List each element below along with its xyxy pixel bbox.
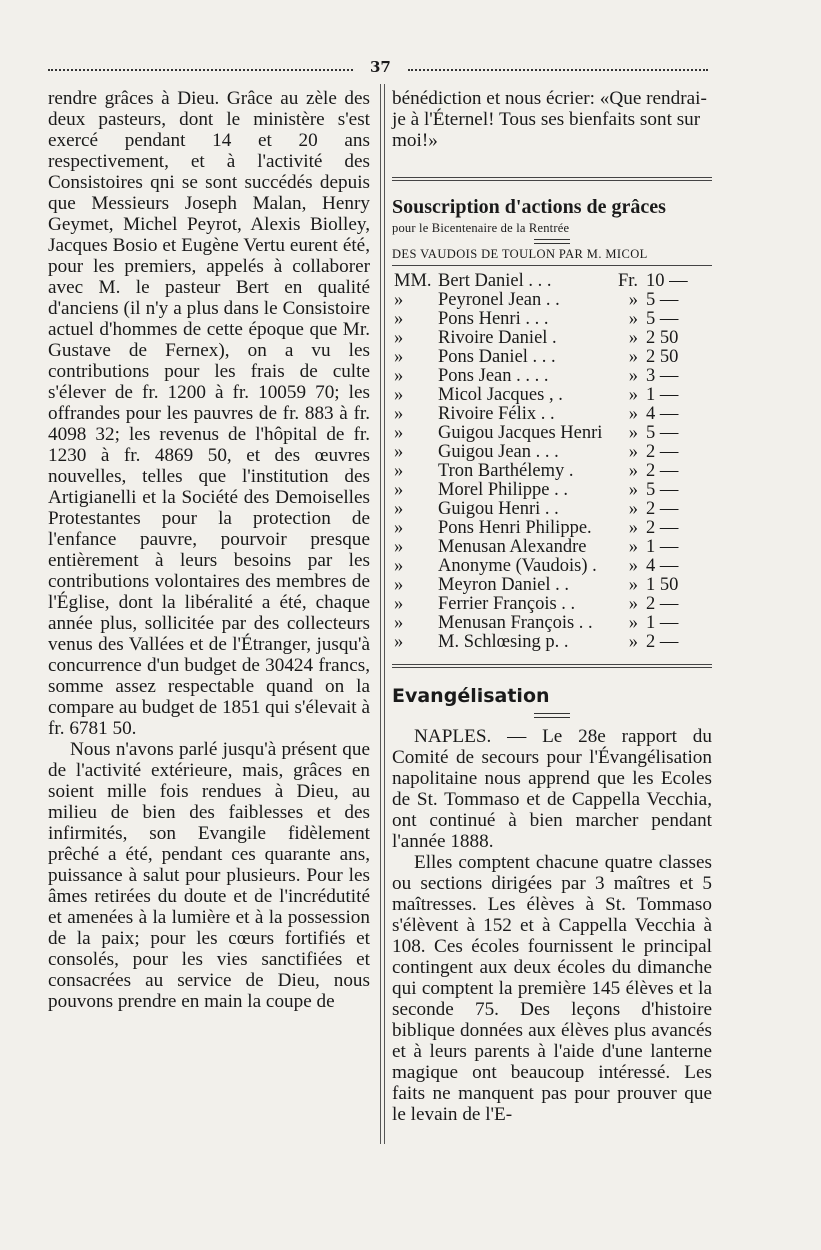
subscriber-name: Pons Jean . . . . <box>438 366 549 386</box>
row-amount: 10 — <box>646 271 688 291</box>
subscription-row <box>392 386 712 405</box>
subscriber-name: Meyron Daniel . . <box>438 575 570 595</box>
subscription-title: Souscription d'actions de grâces <box>392 196 666 218</box>
page-number: 37 <box>370 58 391 76</box>
row-currency: » <box>628 385 638 405</box>
row-amount: 1 — <box>646 613 679 633</box>
subscriber-name: Pons Henri Philippe. <box>438 518 592 538</box>
subscriber-name: Micol Jacques , . <box>438 385 563 405</box>
subscription-row <box>392 291 712 310</box>
header-rule-right <box>408 69 708 71</box>
subscriber-name: Menusan Alexandre <box>438 537 587 557</box>
row-prefix: » <box>394 423 404 443</box>
subscription-row <box>392 310 712 329</box>
subscription-row <box>392 538 712 557</box>
row-currency: » <box>628 575 638 595</box>
subscription-row <box>392 633 712 652</box>
continuation-text: bénédiction et nous écrier: «Que rendrai-je à l'Éternel! Tous ses bienfaits sont sur moi!» <box>392 88 707 151</box>
row-prefix: » <box>394 404 404 424</box>
row-currency: » <box>628 423 638 443</box>
subscriber-name: Rivoire Félix . . <box>438 404 555 424</box>
row-prefix: » <box>394 461 404 481</box>
row-amount: 2 — <box>646 442 679 462</box>
row-currency: » <box>628 613 638 633</box>
subscriber-name: Guigou Jacques Henri <box>438 423 603 443</box>
subscriber-name: Anonyme (Vaudois) . <box>438 556 597 576</box>
evangelisation-paragraph: NAPLES. — Le 28e rapport du Comité de secours pour l'Évangélisation napolitaine nous apprend que les Ecoles de St. Tommaso et de Cappella Vecchia, ont continué à bien marcher pendant l'année 1888. <box>392 726 712 852</box>
subscription-row <box>392 272 712 291</box>
subscriber-name: Rivoire Daniel . <box>438 328 557 348</box>
subscription-row <box>392 424 712 443</box>
subscriber-name: Guigou Jean . . . <box>438 442 559 462</box>
left-paragraph: Nous n'avons parlé jusqu'à présent que de l'activité extérieure, mais, grâces en soient mille fois rendues à Dieu, au milieu de bien des faiblesses et des infirmités, son Evangile fidèlement prêché a été, pendant ces quarante ans, puissance à salut pour plusieurs. Pour les âmes retirées du doute et de l'incrédutité et amenées à la lumière et à la possession de la paix; pour les cœurs fortifiés et consolés, pour les vies sanctifiées et consacrées au service de Dieu, nous pouvons prendre en main la coupe de <box>48 739 370 1012</box>
header-rule-left <box>48 69 353 71</box>
subscription-list-heading: DES VAUDOIS DE TOULON PAR M. MICOL <box>392 247 648 261</box>
row-currency: » <box>628 442 638 462</box>
row-prefix: » <box>394 575 404 595</box>
subscriber-name: Pons Daniel . . . <box>438 347 556 367</box>
row-amount: 5 — <box>646 423 679 443</box>
evangelisation-paragraph: Elles comptent chacune quatre classes ou sections dirigées par 3 maîtres et 5 maîtresses. Les élèves à St. Tommaso s'élèvent à 152 et à Cappella Vecchia à 108. Ces écoles fournissent le principal contingent aux deux écoles du dimanche qui comptent la première 145 élèves et la seconde 75. Des leçons d'histoire biblique données aux élèves plus avancés et à leurs parents à l'aide d'une lanterne magique ont beaucoup intéressé. Les faits ne manquent pas pour prouver que le levain de l'E- <box>392 852 712 1125</box>
row-prefix: » <box>394 347 404 367</box>
right-column <box>392 88 712 1125</box>
subscription-row <box>392 519 712 538</box>
row-amount: 1 — <box>646 385 679 405</box>
row-amount: 2 50 <box>646 347 679 367</box>
row-amount: 5 — <box>646 290 679 310</box>
row-prefix: » <box>394 594 404 614</box>
subscription-subtitle: pour le Bicentenaire de la Rentrée <box>392 221 570 235</box>
subscriber-name: Pons Henri . . . <box>438 309 549 329</box>
evangelisation-title: Evangélisation <box>392 685 550 707</box>
row-currency: » <box>628 309 638 329</box>
subscriber-name: M. Schlœsing p. . <box>438 632 569 652</box>
left-paragraph: rendre grâces à Dieu. Grâce au zèle des deux pasteurs, dont le ministère s'est exercé pendant 14 et 20 ans respectivement, et à l'activité des Consistoires qni se sont succédés depuis que Messieurs Joseph Malan, Henry Geymet, Michel Peyrot, Alexis Biolley, Jacques Bosio et Eugène Vertu eurent été, pour les premiers, appelés à collaborer avec M. le pasteur Bert en qualité d'anciens (il n'y a plus dans le Consistoire actuel d'hommes de cette époque que Mr. Gustave de Fernex), on a vu les contributions pour les frais de culte s'élever de fr. 1200 à fr. 10059 70; les offrandes pour les pauvres de fr. 883 à fr. 4098 32; les revenus de l'hôpital de fr. 1230 à fr. 4869 50, et des œuvres nouvelles, telles que l'institution des Artigianelli et la Société des Demoiselles Protestantes pour la protection de l'enfance pauvre, pourvoir presque entièrement à leurs besoins par les contributions volontaires des membres de l'Église, dont la libéralité a été, chaque année plus, sollicitée par des collecteurs venus des Vallées et de l'Étranger, jusqu'à concurrence d'un budget de 30424 francs, somme assez respectable quand on la compare au budget de 1851 qui s'élevait à fr. 6781 50. <box>48 88 370 739</box>
subscriber-name: Bert Daniel . . . <box>438 271 552 291</box>
row-amount: 1 — <box>646 537 679 557</box>
subscription-row <box>392 405 712 424</box>
row-currency: » <box>628 594 638 614</box>
row-amount: 4 — <box>646 404 679 424</box>
page-header <box>48 60 708 78</box>
row-amount: 2 — <box>646 594 679 614</box>
row-currency: » <box>628 404 638 424</box>
subscription-row <box>392 348 712 367</box>
row-currency: » <box>628 537 638 557</box>
row-prefix: » <box>394 499 404 519</box>
row-prefix: » <box>394 632 404 652</box>
subscription-row <box>392 462 712 481</box>
subscription-list <box>392 272 712 652</box>
subscription-row <box>392 614 712 633</box>
row-currency: » <box>628 499 638 519</box>
row-amount: 3 — <box>646 366 679 386</box>
row-amount: 5 — <box>646 309 679 329</box>
row-prefix: » <box>394 613 404 633</box>
subscription-row <box>392 367 712 386</box>
row-amount: 4 — <box>646 556 679 576</box>
row-currency: » <box>628 366 638 386</box>
row-currency: » <box>628 328 638 348</box>
left-column <box>48 88 370 1012</box>
subscriber-name: Guigou Henri . . <box>438 499 559 519</box>
row-currency: » <box>628 290 638 310</box>
row-prefix: » <box>394 290 404 310</box>
row-prefix: » <box>394 537 404 557</box>
subscriber-name: Peyronel Jean . . <box>438 290 560 310</box>
subscription-row <box>392 500 712 519</box>
row-currency: » <box>628 556 638 576</box>
row-amount: 2 — <box>646 461 679 481</box>
subscriber-name: Ferrier François . . <box>438 594 576 614</box>
row-currency: » <box>628 480 638 500</box>
subscriber-name: Tron Barthélemy . <box>438 461 574 481</box>
subscription-row <box>392 576 712 595</box>
subscription-row <box>392 329 712 348</box>
column-divider <box>384 84 385 1144</box>
row-currency: » <box>628 518 638 538</box>
row-currency: » <box>628 461 638 481</box>
row-amount: 2 — <box>646 632 679 652</box>
subscriber-name: Menusan François . . <box>438 613 593 633</box>
subscription-row <box>392 557 712 576</box>
column-divider <box>380 84 381 1144</box>
row-prefix: » <box>394 385 404 405</box>
row-amount: 2 50 <box>646 328 679 348</box>
row-currency: » <box>628 632 638 652</box>
subscription-row <box>392 443 712 462</box>
row-prefix: » <box>394 328 404 348</box>
row-prefix: MM. <box>394 271 432 291</box>
row-amount: 2 — <box>646 518 679 538</box>
row-amount: 5 — <box>646 480 679 500</box>
row-prefix: » <box>394 366 404 386</box>
subscription-row <box>392 595 712 614</box>
row-prefix: » <box>394 480 404 500</box>
row-prefix: » <box>394 442 404 462</box>
row-amount: 2 — <box>646 499 679 519</box>
row-currency: » <box>628 347 638 367</box>
row-prefix: » <box>394 309 404 329</box>
row-currency: Fr. <box>617 271 638 291</box>
row-prefix: » <box>394 556 404 576</box>
subscriber-name: Morel Philippe . . <box>438 480 569 500</box>
subscription-row <box>392 481 712 500</box>
row-amount: 1 50 <box>646 575 679 595</box>
row-prefix: » <box>394 518 404 538</box>
